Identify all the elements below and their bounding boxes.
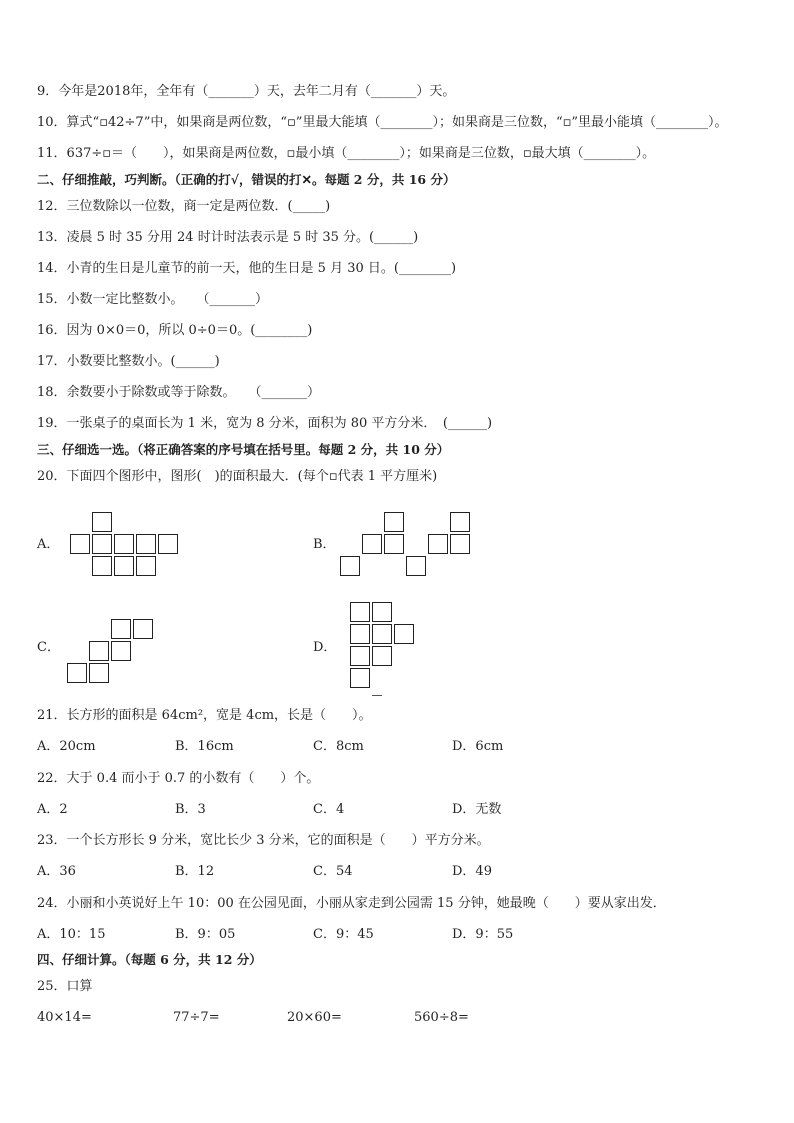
question-9: 9．今年是2018年，全年有（_______）天，去年二月有（_______）天。 <box>37 84 456 99</box>
question-19: 19．一张桌子的桌面长为 1 米，宽为 8 分米，面积为 80 平方分米． (______) <box>37 416 493 431</box>
question-11: 11．637÷▫＝（ ），如果商是两位数，▫最小填（________）；如果商是三位数，▫最大填（________）。 <box>37 146 656 161</box>
question-12: 12．三位数除以一位数，商一定是两位数．(_____) <box>37 199 331 214</box>
figure-a <box>70 512 186 582</box>
section-4-heading: 四、仔细计算。（每题 6 分，共 12 分） <box>37 952 262 967</box>
q21-option-b: B．16cm <box>175 739 234 754</box>
section-3-heading: 三、仔细选一选。（将正确答案的序号填在括号里。每题 2 分，共 10 分） <box>37 442 450 457</box>
q23-option-c: C．54 <box>313 864 353 879</box>
question-21: 21．长方形的面积是 64cm²，宽是 4cm，长是（ ）。 <box>37 708 372 723</box>
calc-item-2: 77÷7= <box>173 1010 220 1025</box>
calc-item-3: 20×60= <box>287 1010 342 1025</box>
question-20: 20．下面四个图形中，图形( )的面积最大．(每个▫代表 1 平方厘米) <box>37 469 438 484</box>
question-17: 17．小数要比整数小。(______) <box>37 354 220 369</box>
figure-d <box>350 602 422 698</box>
question-24: 24．小丽和小英说好上午 10：00 在公园见面，小丽从家走到公园需 15 分钟，她最晚（ ）要从家出发． <box>37 896 666 911</box>
question-13: 13．凌晨 5 时 35 分用 24 时计时法表示是 5 时 35 分。(______) <box>37 230 419 245</box>
figure-c <box>67 619 162 689</box>
figure-d-label: D． <box>313 640 337 655</box>
q23-option-a: A．36 <box>37 864 76 879</box>
calc-item-1: 40×14= <box>37 1010 92 1025</box>
section-2-heading: 二、仔细推敲，巧判断。（正确的打√，错误的打✕。每题 2 分，共 16 分） <box>37 172 456 187</box>
calc-item-4: 560÷8= <box>414 1010 469 1025</box>
question-25: 25．口算 <box>37 979 93 994</box>
q21-option-c: C．8cm <box>313 739 364 754</box>
question-18: 18．余数要小于除数或等于除数。 （_______） <box>37 385 321 400</box>
figure-a-label: A． <box>37 537 60 552</box>
q24-option-b: B．9：05 <box>175 927 236 942</box>
q22-option-a: A．2 <box>37 802 68 817</box>
q22-option-c: C．4 <box>313 802 345 817</box>
q23-option-b: B．12 <box>175 864 215 879</box>
q21-option-a: A．20cm <box>37 739 96 754</box>
q23-option-d: D．49 <box>452 864 492 879</box>
question-16: 16．因为 0×0＝0，所以 0÷0＝0。(________) <box>37 323 313 338</box>
figure-b-label: B． <box>313 537 336 552</box>
q21-option-d: D．6cm <box>452 739 504 754</box>
q24-option-c: C．9：45 <box>313 927 374 942</box>
q24-option-a: A．10：15 <box>37 927 106 942</box>
question-15: 15．小数一定比整数小。 （_______） <box>37 292 269 307</box>
q22-option-d: D．无数 <box>452 802 502 817</box>
question-10: 10．算式“▫42÷7”中，如果商是两位数，“▫”里最大能填（________）；如果商是三位数，“▫”里最小能填（________）。 <box>37 115 728 130</box>
figure-b <box>340 512 480 582</box>
figure-c-label: C． <box>37 640 60 655</box>
question-22: 22．大于 0.4 而小于 0.7 的小数有（ ）个。 <box>37 771 320 786</box>
q22-option-b: B．3 <box>175 802 206 817</box>
question-23: 23．一个长方形长 9 分米，宽比长少 3 分米，它的面积是（ ）平方分米。 <box>37 833 490 848</box>
q24-option-d: D．9：55 <box>452 927 514 942</box>
question-14: 14．小青的生日是儿童节的前一天，他的生日是 5 月 30 日。(________) <box>37 261 457 276</box>
